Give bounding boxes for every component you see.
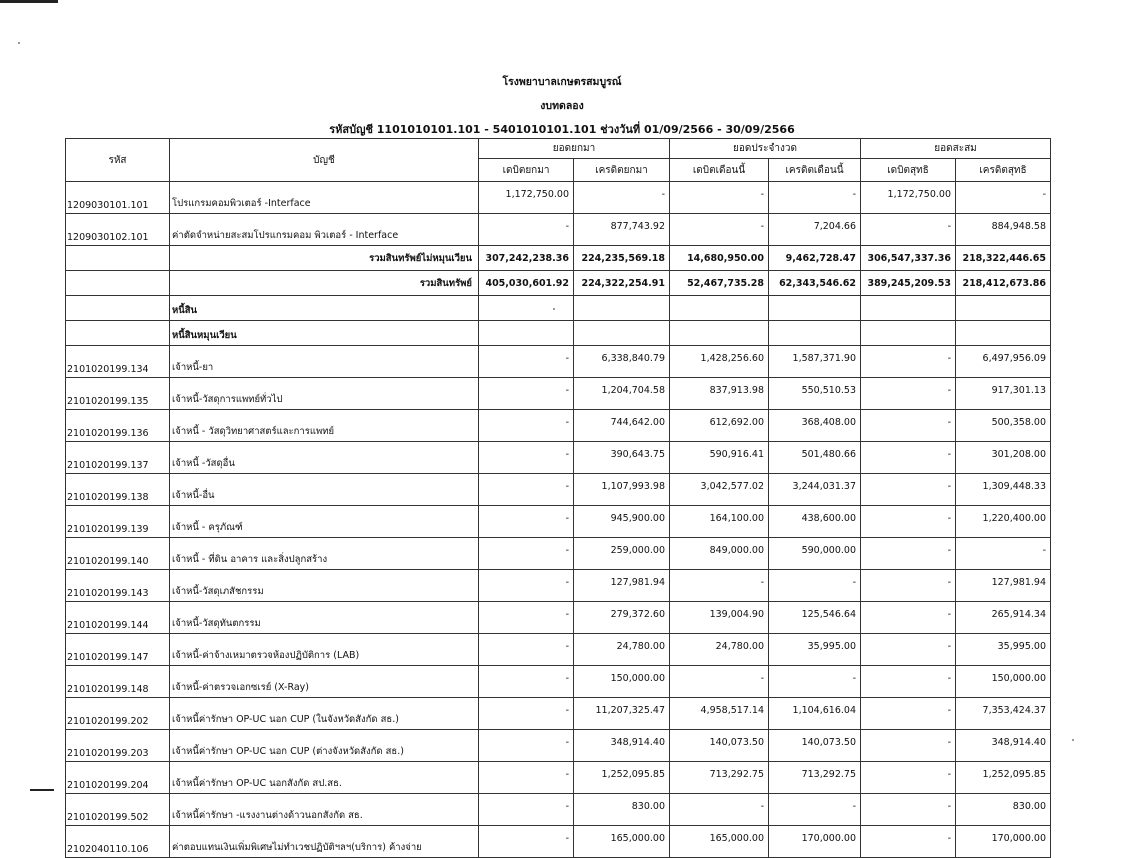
account-name: เจ้าหนี้-วัสดุการแพทย์ทั่วไป [170,378,479,410]
account-code: 2101020199.138 [66,474,170,506]
credit-brought-forward: 348,914.40 [574,730,670,762]
debit-this-month: 3,042,577.02 [670,474,769,506]
trial-balance-table [65,138,1051,858]
credit-net: 830.00 [956,794,1051,826]
credit-net: - [956,538,1051,570]
table-row [66,602,1051,634]
credit-net: 218,412,673.86 [956,271,1051,296]
debit-brought-forward: - [479,730,574,762]
credit-brought-forward: 390,643.75 [574,442,670,474]
debit-brought-forward: - [479,442,574,474]
organization-title: โรงพยาบาลเกษตรสมบูรณ์ [502,76,622,88]
account-name: เจ้าหนี้ค่ารักษา OP-UC นอกสังกัด สป.สธ. [170,762,479,794]
account-name: เจ้าหนี้-วัสดุทันตกรรม [170,602,479,634]
account-name: เจ้าหนี้-วัสดุเภสัชกรรม [170,570,479,602]
credit-net: 127,981.94 [956,570,1051,602]
credit-net: 150,000.00 [956,666,1051,698]
debit-net: - [861,570,956,602]
scan-edge-mark-bottom [30,789,54,791]
table-row [66,570,1051,602]
debit-net: - [861,410,956,442]
scan-edge-mark-left [0,0,58,3]
table-row [66,666,1051,698]
table-row [66,474,1051,506]
credit-net: 6,497,956.09 [956,346,1051,378]
account-code: 2101020199.502 [66,794,170,826]
account-code: 2101020199.143 [66,570,170,602]
credit-brought-forward: 150,000.00 [574,666,670,698]
debit-this-month: 849,000.00 [670,538,769,570]
account-name: เจ้าหนี้-อื่น [170,474,479,506]
debit-net: - [861,474,956,506]
account-name: ค่าตอบแทนเงินเพิ่มพิเศษไม่ทำเวชปฏิบัติฯลฯ(บริการ) ค้างจ่าย [170,826,479,858]
credit-net: 884,948.58 [956,214,1051,246]
liabilities-rows [66,346,1051,858]
period-group-header: ยอดประจำงวด [670,139,861,159]
account-code: 2101020199.140 [66,538,170,570]
credit-this-month: 368,408.00 [769,410,861,442]
credit-net: - [956,182,1051,214]
total-row [66,271,1051,296]
debit-this-month: 4,958,517.14 [670,698,769,730]
credit-net: 917,301.13 [956,378,1051,410]
account-name: เจ้าหนี้ค่ารักษา OP-UC นอก CUP (ต่างจังหวัดสังกัด สธ.) [170,730,479,762]
credit-net: 301,208.00 [956,442,1051,474]
account-code: 2101020199.144 [66,602,170,634]
debit-brought-forward: - [479,538,574,570]
debit-this-month: - [670,182,769,214]
debit-this-month: - [670,794,769,826]
debit-this-month: 139,004.90 [670,602,769,634]
table-row [66,730,1051,762]
document-title: งบทดลอง [540,100,584,112]
credit-net: 348,914.40 [956,730,1051,762]
account-code: 1209030102.101 [66,214,170,246]
account-code: 2101020199.204 [66,762,170,794]
debit-brought-forward: - [479,762,574,794]
cumulative-group-header: ยอดสะสม [861,139,1051,159]
credit-this-month: - [769,182,861,214]
account-code: 2101020199.203 [66,730,170,762]
debit-this-month: - [670,666,769,698]
account-name: เจ้าหนี้-ค่าตรวจเอกซเรย์ (X-Ray) [170,666,479,698]
table-row [66,826,1051,858]
debit-net: 1,172,750.00 [861,182,956,214]
credit-brought-forward: 744,642.00 [574,410,670,442]
account-name: ค่าตัดจำหน่ายสะสมโปรแกรมคอม พิวเตอร์ - Interface [170,214,479,246]
credit-net: 1,309,448.33 [956,474,1051,506]
credit-net: 7,353,424.37 [956,698,1051,730]
credit-this-month: 9,462,728.47 [769,246,861,271]
credit-brought-forward: 1,252,095.85 [574,762,670,794]
account-name: เจ้าหนี้ - ครุภัณฑ์ [170,506,479,538]
section-header-row [66,296,1051,321]
scan-speck [553,308,555,310]
account-name: เจ้าหนี้-ค่าจ้างเหมาตรวจห้องปฏิบัติการ (LAB) [170,634,479,666]
credit-this-month: 550,510.53 [769,378,861,410]
account-code: 2102040110.106 [66,826,170,858]
debit-brought-forward: - [479,602,574,634]
debit-this-month: 140,073.50 [670,730,769,762]
account-code: 2101020199.137 [66,442,170,474]
credit-brought-forward: 877,743.92 [574,214,670,246]
table-row [66,762,1051,794]
credit-this-month: - [769,666,861,698]
debit-brought-forward: - [479,826,574,858]
credit-this-month: 590,000.00 [769,538,861,570]
debit-this-month: 52,467,735.28 [670,271,769,296]
credit-this-month: 170,000.00 [769,826,861,858]
debit-brought-forward: - [479,506,574,538]
code-column-header: รหัส [66,139,170,182]
debit-net: - [861,346,956,378]
table-row [66,346,1051,378]
credit-brought-forward: 224,235,569.18 [574,246,670,271]
debit-net: - [861,794,956,826]
credit-net: 35,995.00 [956,634,1051,666]
credit-this-month: 1,587,371.90 [769,346,861,378]
credit-brought-forward: 11,207,325.47 [574,698,670,730]
credit-net: 1,220,400.00 [956,506,1051,538]
debit-this-month: 590,916.41 [670,442,769,474]
brought-forward-group-header: ยอดยกมา [479,139,670,159]
account-code: 2101020199.147 [66,634,170,666]
credit-brought-forward: 259,000.00 [574,538,670,570]
credit-net: 1,252,095.85 [956,762,1051,794]
debit-this-month: 14,680,950.00 [670,246,769,271]
debit-brought-forward: 1,172,750.00 [479,182,574,214]
table-row [66,506,1051,538]
credit-this-month: 1,104,616.04 [769,698,861,730]
credit-brought-forward: 1,107,993.98 [574,474,670,506]
debit-this-month: 1,428,256.60 [670,346,769,378]
debit-net: - [861,378,956,410]
table-row [66,634,1051,666]
account-name: เจ้าหนี้ - วัสดุวิทยาศาสตร์และการแพทย์ [170,410,479,442]
credit-brought-forward: 224,322,254.91 [574,271,670,296]
credit-this-month: 35,995.00 [769,634,861,666]
current-liabilities-heading: หนี้สินหมุนเวียน [170,321,479,346]
debit-brought-forward: - [479,794,574,826]
credit-net: 265,914.34 [956,602,1051,634]
debit-net: - [861,538,956,570]
account-name: เจ้าหนี้ค่ารักษา OP-UC นอก CUP (ในจังหวัดสังกัด สธ.) [170,698,479,730]
debit-net: - [861,730,956,762]
debit-brought-forward: - [479,346,574,378]
credit-this-month: 3,244,031.37 [769,474,861,506]
account-code: 2101020199.135 [66,378,170,410]
credit-net-header: เครดิตสุทธิ [956,159,1051,182]
debit-net: - [861,826,956,858]
total-label: รวมสินทรัพย์ [170,271,479,296]
debit-net: 389,245,209.53 [861,271,956,296]
account-code: 2101020199.148 [66,666,170,698]
account-code: 2101020199.139 [66,506,170,538]
debit-this-month: 612,692.00 [670,410,769,442]
debit-net-header: เดบิตสุทธิ [861,159,956,182]
debit-net: - [861,762,956,794]
account-name: เจ้าหนี้ค่ารักษา -แรงงานต่างด้าวนอกสังกัด สธ. [170,794,479,826]
table-row [66,698,1051,730]
credit-brought-forward: 6,338,840.79 [574,346,670,378]
credit-this-month: 713,292.75 [769,762,861,794]
table-row [66,442,1051,474]
credit-this-month: 7,204.66 [769,214,861,246]
debit-this-month: 24,780.00 [670,634,769,666]
debit-net: - [861,442,956,474]
debit-brought-forward: 405,030,601.92 [479,271,574,296]
account-name: โปรแกรมคอมพิวเตอร์ -Interface [170,182,479,214]
debit-net: - [861,666,956,698]
report-range: รหัสบัญชี 1101010101.101 - 5401010101.101 ช่วงวันที่ 01/09/2566 - 30/09/2566 [329,123,795,136]
table-row [66,182,1051,214]
debit-this-month: 165,000.00 [670,826,769,858]
account-name: เจ้าหนี้ -วัสดุอื่น [170,442,479,474]
liabilities-heading: หนี้สิน [170,296,479,321]
debit-brought-forward: - [479,474,574,506]
credit-this-month: 438,600.00 [769,506,861,538]
table-row [66,410,1051,442]
credit-brought-forward: 830.00 [574,794,670,826]
credit-net: 218,322,446.65 [956,246,1051,271]
credit-brought-forward: 1,204,704.58 [574,378,670,410]
debit-this-month: - [670,570,769,602]
debit-net: - [861,214,956,246]
scan-speck [1072,739,1074,741]
credit-this-month: 140,073.50 [769,730,861,762]
credit-brought-forward: 24,780.00 [574,634,670,666]
credit-this-month: 501,480.66 [769,442,861,474]
credit-brought-forward: - [574,182,670,214]
debit-this-month: 164,100.00 [670,506,769,538]
credit-this-month: 125,546.64 [769,602,861,634]
scan-speck [18,42,20,44]
credit-brought-forward: 945,900.00 [574,506,670,538]
debit-net: - [861,602,956,634]
debit-net: 306,547,337.36 [861,246,956,271]
account-code: 2101020199.202 [66,698,170,730]
debit-this-month: - [670,214,769,246]
credit-brought-forward-header: เครดิตยกมา [574,159,670,182]
debit-brought-forward: - [479,634,574,666]
credit-this-month-header: เครดิตเดือนนี้ [769,159,861,182]
debit-net: - [861,698,956,730]
debit-brought-forward: - [479,410,574,442]
credit-this-month: 62,343,546.62 [769,271,861,296]
credit-this-month: - [769,794,861,826]
debit-net: - [861,634,956,666]
total-row [66,246,1051,271]
debit-this-month-header: เดบิตเดือนนี้ [670,159,769,182]
table-row [66,378,1051,410]
section-header-row [66,321,1051,346]
account-name: เจ้าหนี้-ยา [170,346,479,378]
credit-brought-forward: 279,372.60 [574,602,670,634]
debit-net: - [861,506,956,538]
debit-this-month: 837,913.98 [670,378,769,410]
account-code: 1209030101.101 [66,182,170,214]
table-row [66,214,1051,246]
credit-net: 170,000.00 [956,826,1051,858]
debit-this-month: 713,292.75 [670,762,769,794]
account-name: เจ้าหนี้ - ที่ดิน อาคาร และสิ่งปลูกสร้าง [170,538,479,570]
debit-brought-forward: - [479,378,574,410]
account-code: 2101020199.134 [66,346,170,378]
account-code: 2101020199.136 [66,410,170,442]
credit-net: 500,358.00 [956,410,1051,442]
credit-brought-forward: 127,981.94 [574,570,670,602]
total-label: รวมสินทรัพย์ไม่หมุนเวียน [170,246,479,271]
table-row [66,538,1051,570]
account-column-header: บัญชี [170,139,479,182]
table-row [66,794,1051,826]
debit-brought-forward: - [479,570,574,602]
credit-this-month: - [769,570,861,602]
debit-brought-forward-header: เดบิตยกมา [479,159,574,182]
debit-brought-forward: - [479,666,574,698]
credit-brought-forward: 165,000.00 [574,826,670,858]
debit-brought-forward: 307,242,238.36 [479,246,574,271]
debit-brought-forward: - [479,698,574,730]
debit-brought-forward: - [479,214,574,246]
